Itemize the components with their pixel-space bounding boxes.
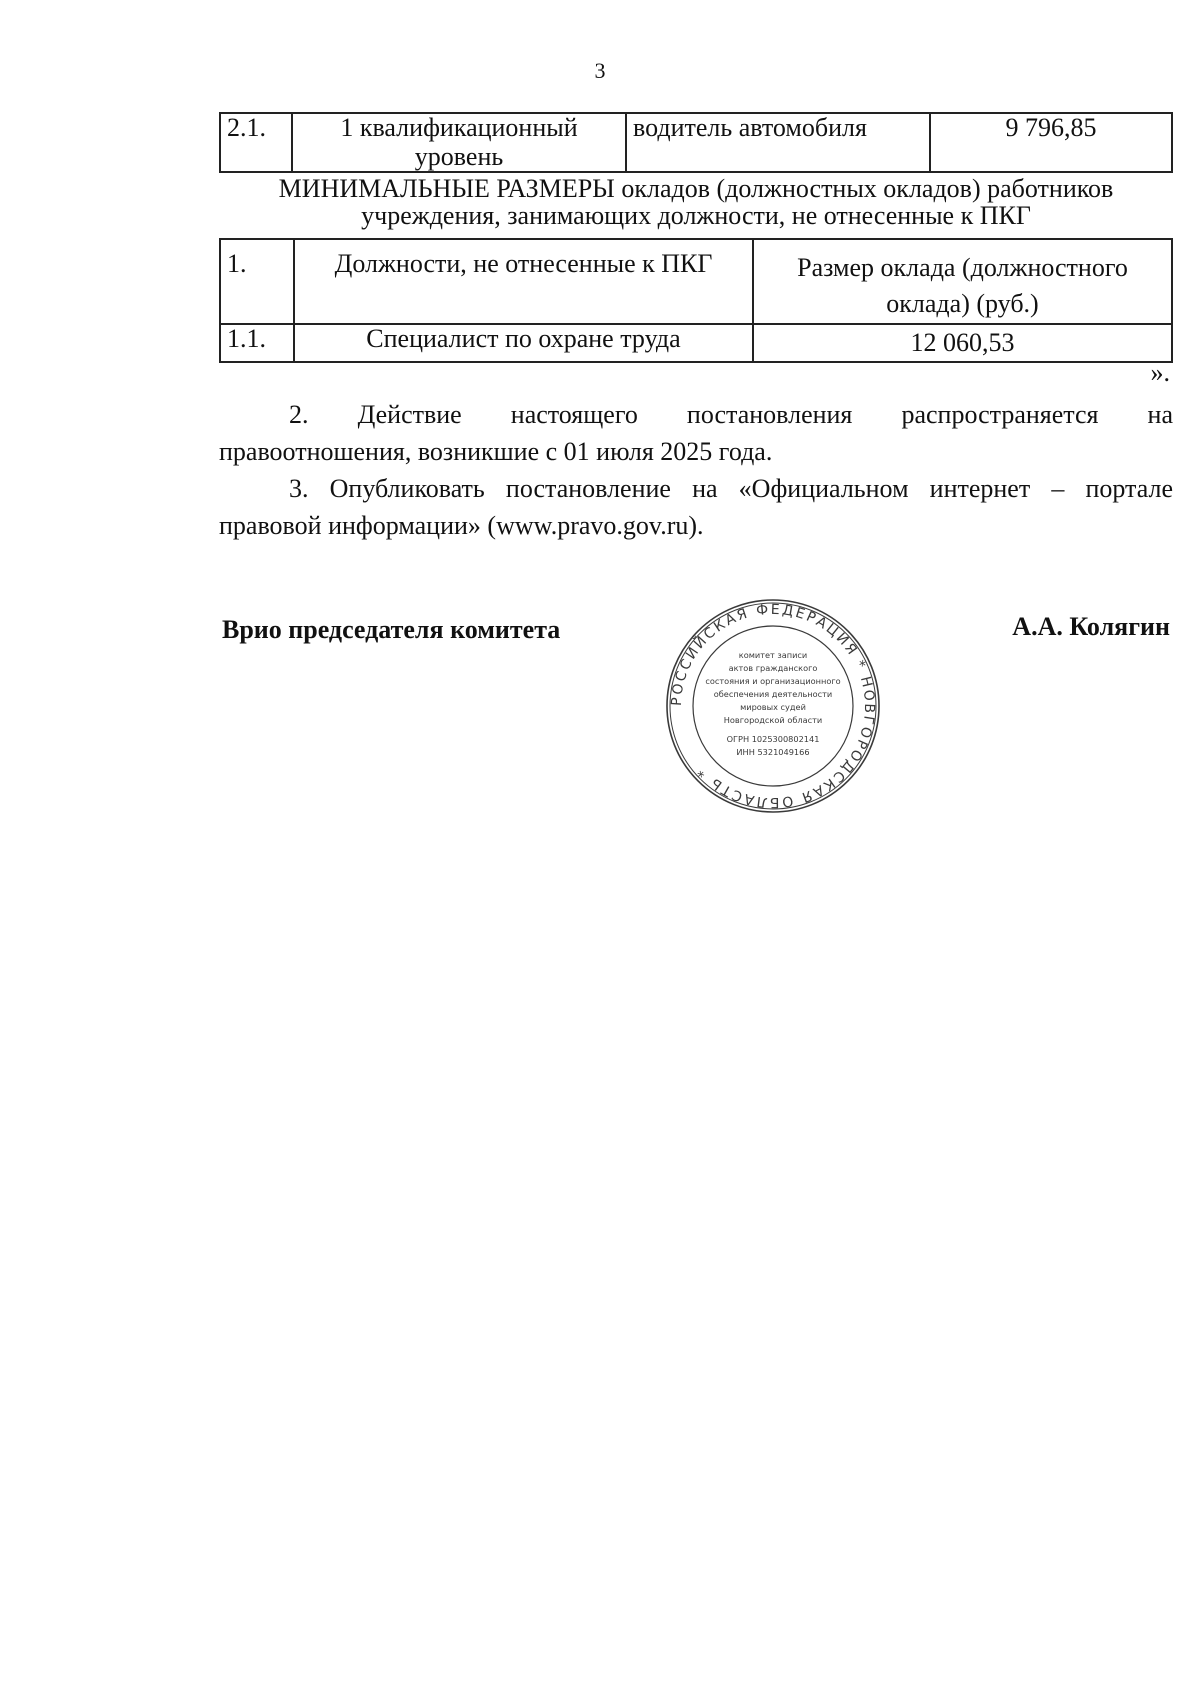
header-number: 1.	[220, 239, 294, 324]
row-number: 2.1.	[220, 113, 292, 172]
seal-line: комитет записи	[738, 650, 808, 660]
seal-line: состояния и организационного	[705, 676, 841, 686]
salary-value: 12 060,53	[753, 324, 1172, 362]
seal-line: актов гражданского	[728, 663, 818, 673]
seal-ring-text: РОССИЙСКАЯ ФЕДЕРАЦИЯ * НОВГОРОДСКАЯ ОБЛАСТЬ *	[668, 601, 878, 811]
page-number: 3	[594, 58, 606, 83]
official-seal	[663, 596, 883, 816]
table-row	[220, 324, 1172, 362]
seal-line: ИНН 5321049166	[736, 747, 810, 757]
seal-line: мировых судей	[740, 702, 806, 712]
row-number: 1.1.	[220, 324, 294, 362]
salary-table-level	[219, 112, 1173, 173]
seal-line: Новгородской области	[723, 715, 823, 725]
table-header-row	[220, 239, 1172, 324]
salary-value: 9 796,85	[930, 113, 1172, 172]
seal-line: обеспечения деятельности	[713, 689, 833, 699]
position-name: водитель автомобиля	[626, 113, 930, 172]
header-salary: Размер оклада (должностного оклада) (руб.)	[753, 239, 1172, 324]
paragraph-3: 3. Опубликовать постановление на «Официальном интернет – портале правовой информации» (www.pravo.gov.ru).	[219, 474, 1173, 540]
header-positions: Должности, не отнесенные к ПКГ	[294, 239, 753, 324]
table-row	[220, 113, 1172, 172]
signatory-title: Врио председателя комитета	[222, 615, 561, 644]
qualification-level: 1 квалификационный уровень	[292, 113, 626, 172]
position-name: Специалист по охране труда	[294, 324, 753, 362]
closing-quote: ».	[1150, 358, 1170, 387]
signatory-name: А.А. Колягин	[1012, 612, 1170, 641]
paragraph-2-line1: 2. Действие настоящего постановления распространяется на	[289, 400, 1173, 429]
section-heading: МИНИМАЛЬНЫЕ РАЗМЕРЫ окладов (должностных окладов) работников учреждения, занимающих должности, не отнесенные к ПКГ	[278, 174, 1114, 231]
seal-line: ОГРН 1025300802141	[726, 734, 820, 744]
paragraph-2-line2: правоотношения, возникшие с 01 июля 2025 года.	[219, 437, 773, 466]
salary-table-non-pkg	[219, 238, 1173, 363]
